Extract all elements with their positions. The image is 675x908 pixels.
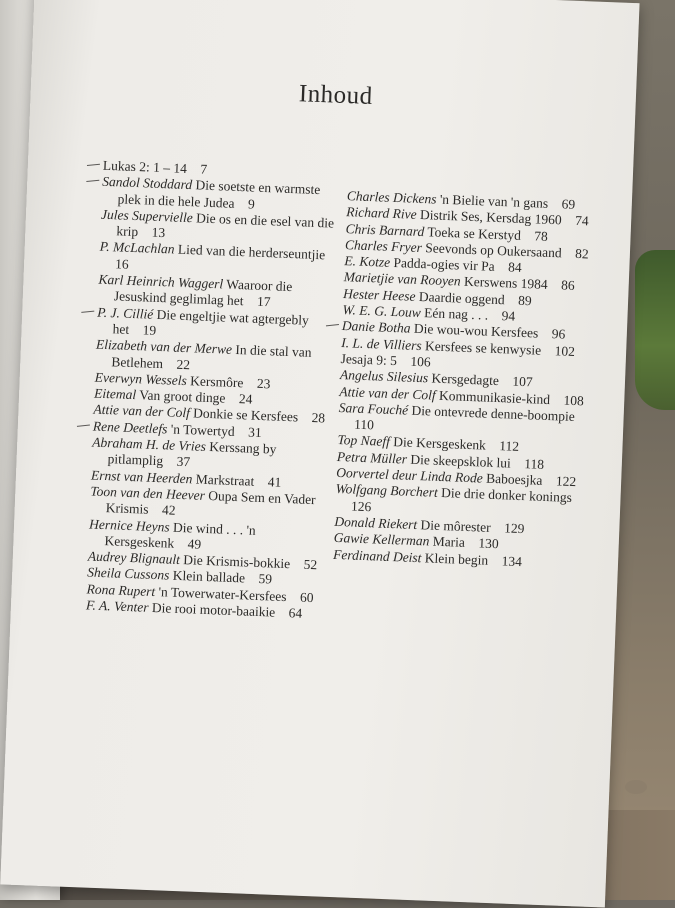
toc-page-number: 102	[554, 342, 576, 359]
toc-page-number: 37	[176, 454, 191, 470]
toc-page-number: 118	[524, 455, 545, 472]
toc-author: W. E. G. Louw	[342, 302, 422, 321]
toc-author: Oorvertel deur Linda Rode	[336, 464, 484, 486]
toc-page-number: 69	[561, 196, 576, 212]
toc-title: Maria	[432, 533, 466, 551]
toc-title: Klein ballade	[172, 568, 246, 586]
toc-page-number: 64	[288, 605, 303, 621]
toc-title: Die Kersgeskenk	[393, 434, 487, 454]
toc-title: Die soetste en warmste plek in die hele Judea	[117, 177, 321, 211]
toc-author: Richard Rive	[346, 204, 417, 223]
toc-page-number: 129	[503, 520, 525, 537]
toc-title: Lied van die herderseuntjie	[177, 242, 326, 263]
toc-author: Ernst van Heerden	[90, 467, 193, 487]
toc-author: Rene Deetlefs	[92, 418, 168, 437]
toc-author: Eitemal	[93, 385, 137, 403]
toc-title: Kersfees se kenwysie	[424, 337, 542, 358]
toc-author: Wolfgang Borchert	[335, 481, 439, 501]
toc-page-number: 89	[517, 292, 532, 309]
toc-title: Klein begin	[424, 549, 489, 568]
toc-title: Kersmôre	[189, 373, 244, 391]
toc-page-number: 94	[501, 308, 516, 324]
toc-page-number: 59	[258, 571, 273, 587]
toc-page-number: 126	[350, 498, 372, 514]
page-title: Inhoud	[298, 80, 374, 111]
toc-author: P. J. Cillié	[97, 304, 154, 322]
toc-title: Seevonds op Oukersaand	[424, 240, 562, 261]
toc-page-number: 52	[303, 556, 318, 573]
toc-author: Toon van den Heever	[90, 483, 206, 503]
toc-author: Hester Heese	[342, 285, 416, 304]
toc-author: I. L. de Villiers	[341, 334, 422, 353]
toc-page-number: 49	[187, 536, 202, 552]
toc-title: Die engeltjie wat agtergebly het	[112, 306, 310, 337]
toc-author: Sandol Stoddard	[102, 174, 193, 193]
toc-page-number: 74	[574, 213, 589, 229]
toc-author: Ferdinand Deist	[332, 546, 422, 565]
toc-page-number: 60	[299, 589, 314, 605]
toc-title: Die rooi motor-baaikie	[151, 599, 276, 620]
toc-author: Charles Dickens	[346, 188, 437, 207]
contents-left-column	[86, 158, 343, 623]
toc-title: Die skeepsklok lui	[410, 451, 512, 471]
toc-title: Kersgedagte	[431, 370, 500, 389]
toc-page-number: 17	[256, 294, 271, 310]
toc-title: Die os en die esel van die krip	[116, 210, 335, 240]
toc-author: Jules Supervielle	[100, 206, 194, 226]
toc-page-number: 112	[499, 438, 520, 455]
toc-author: Marietjie van Rooyen	[343, 269, 461, 290]
toc-title: Die môrester	[420, 517, 491, 535]
toc-author: Karl Heinrich Waggerl	[98, 271, 224, 292]
toc-page-number: 42	[161, 502, 176, 519]
pen-mark	[86, 180, 99, 182]
toc-author: Attie van der Colf	[339, 383, 437, 403]
toc-author: Petra Müller	[336, 448, 408, 467]
toc-author: Abraham H. de Vries	[92, 434, 207, 454]
toc-author: Charles Fryer	[344, 236, 423, 255]
toc-title: Daardie oggend	[418, 288, 505, 308]
toc-title: Donkie se Kersfees	[192, 405, 299, 425]
toc-title: Kerssang by pitlamplig	[107, 439, 277, 469]
toc-page-number: 31	[247, 424, 262, 440]
toc-page-number: 16	[114, 256, 129, 272]
toc-title: Toeka se Kerstyd	[427, 223, 522, 243]
toc-author: Danie Botha	[341, 318, 411, 337]
toc-title: Eén nag . . .	[423, 305, 489, 323]
toc-page-number: 22	[176, 356, 191, 372]
toc-page-number: 82	[574, 245, 589, 262]
pen-mark	[81, 310, 94, 312]
toc-title: Die wou-wou Kersfees	[413, 321, 539, 341]
toc-title: Oupa Sem en Vader Krismis	[105, 487, 316, 517]
toc-title: 'n Towertyd	[170, 421, 235, 439]
toc-page-number: 110	[353, 416, 375, 433]
pen-mark	[77, 424, 90, 426]
toc-title: 'n Towerwater-Kersfees	[158, 583, 287, 604]
toc-author: Attie van der Colf	[93, 402, 191, 421]
toc-title: In die stal van Betlehem	[111, 342, 312, 371]
toc-title: Waaroor die Jesuskind geglimlag het	[113, 276, 293, 309]
toc-title: Markstraat	[195, 471, 255, 489]
plant-leaf	[635, 250, 675, 410]
toc-author: Sheila Cussons	[87, 564, 170, 584]
toc-title: Baboesjka	[485, 470, 543, 488]
toc-page-number: 107	[512, 373, 533, 390]
toc-page-number: 84	[507, 259, 522, 276]
toc-author: Audrey Blignault	[87, 548, 181, 568]
toc-page-number: 106	[410, 353, 431, 370]
toc-title: Jesaja 9: 5	[340, 350, 398, 369]
toc-title: Die drie donker konings	[440, 485, 573, 506]
toc-author: Top Naeff	[337, 432, 391, 450]
toc-author: P. McLachlan	[99, 239, 175, 258]
toc-author: Angelus Silesius	[339, 367, 429, 386]
toc-page-number: 28	[311, 410, 326, 426]
toc-author: Elizabeth van der Merwe	[95, 336, 233, 358]
pen-mark	[87, 164, 100, 166]
toc-page-number: 13	[151, 224, 166, 241]
toc-title: Die Krismis-bokkie	[183, 552, 291, 572]
toc-title: Van groot dinge	[138, 387, 226, 406]
toc-author: Hernice Heyns	[88, 516, 170, 535]
toc-author: Sara Fouché	[338, 399, 409, 418]
toc-page-number: 86	[560, 277, 575, 294]
toc-page-number: 78	[534, 227, 549, 244]
toc-page-number: 9	[247, 195, 256, 212]
toc-page-number: 41	[267, 473, 282, 490]
toc-page-number: 122	[555, 473, 577, 490]
toc-page-number: 24	[238, 391, 253, 407]
toc-page-number: 23	[256, 375, 271, 392]
toc-title: Padda-ogies vir Pa	[393, 255, 495, 275]
contents-right-column	[333, 188, 597, 572]
toc-page-number: 96	[551, 326, 566, 342]
toc-title: Die wind . . . 'n Kersgeskenk	[104, 519, 256, 551]
toc-author: Chris Barnard	[345, 220, 425, 239]
toc-page-number: 134	[501, 552, 523, 569]
toc-author: Gawie Kellerman	[333, 530, 430, 549]
toc-author: Everwyn Wessels	[94, 369, 188, 388]
toc-title: Distrik Ses, Kersdag 1960	[419, 207, 562, 228]
toc-author: Donald Riekert	[334, 513, 418, 533]
toc-author: E. Kotze	[344, 253, 391, 271]
toc-title: Lukas 2: 1 – 14	[102, 157, 188, 176]
toc-title: Kommunikasie-kind	[438, 387, 551, 407]
toc-author: Rona Rupert	[86, 581, 156, 599]
toc-title: 'n Bielie van 'n gans	[439, 191, 549, 211]
toc-title: Die ontevrede denne-boompie	[411, 402, 576, 424]
toc-page-number: 19	[142, 322, 157, 338]
toc-page-number: 7	[200, 161, 208, 177]
pebble	[625, 780, 647, 794]
toc-page-number: 108	[563, 392, 585, 408]
toc-author: F. A. Venter	[85, 597, 149, 615]
toc-title: Kerswens 1984	[463, 274, 548, 293]
toc-page-number: 130	[478, 535, 499, 552]
